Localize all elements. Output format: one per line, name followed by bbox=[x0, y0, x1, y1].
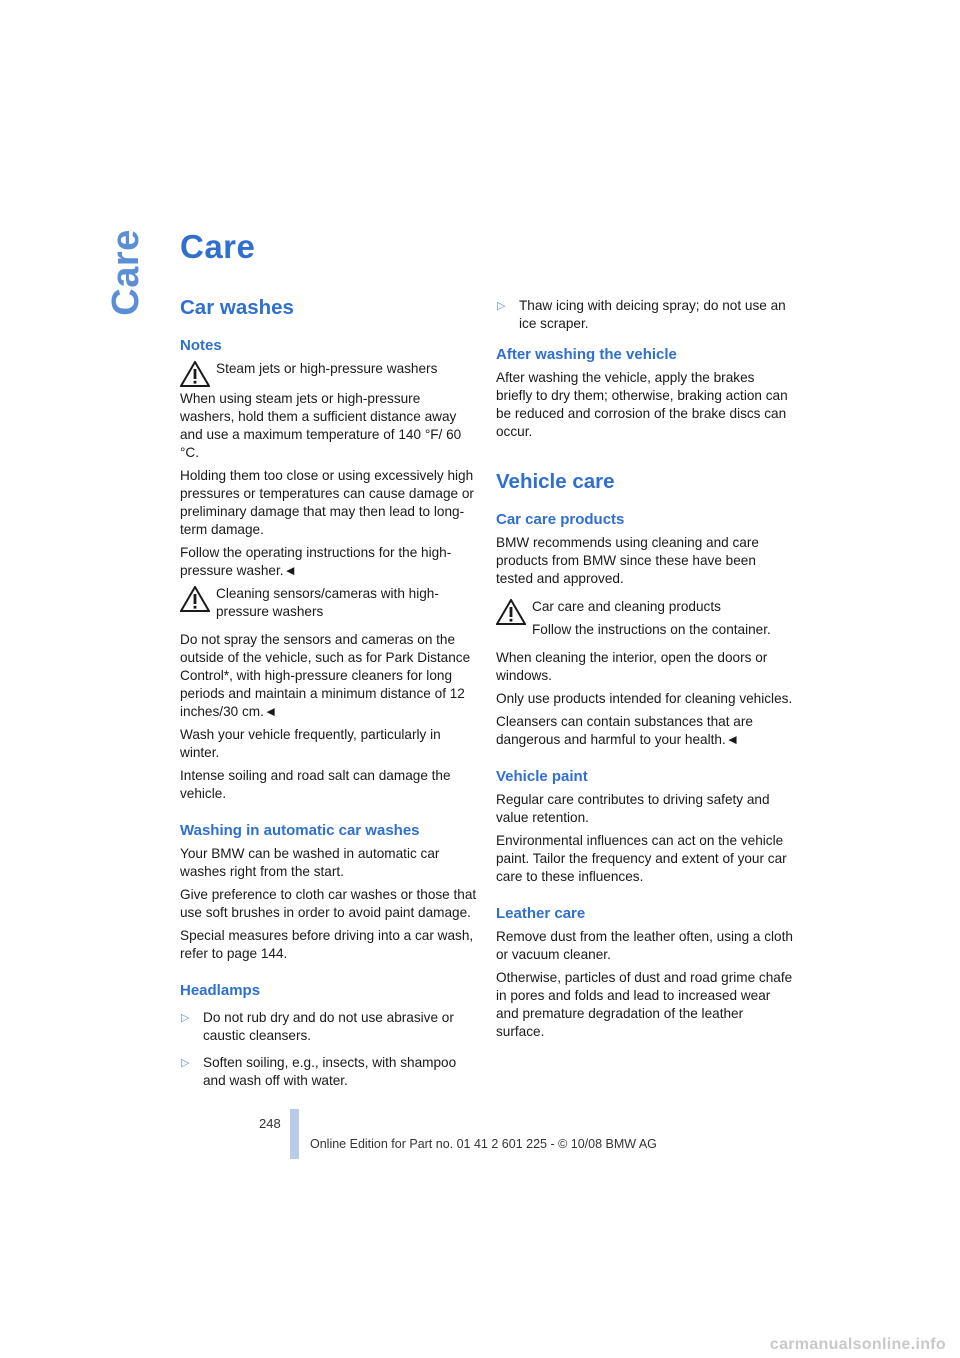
products-paragraph: When cleaning the interior, open the doors or windows. bbox=[496, 650, 768, 683]
side-tab bbox=[96, 228, 156, 316]
section-vehicle-care: Vehicle care bbox=[496, 470, 615, 493]
heading-automatic-car-washes: Washing in automatic car washes bbox=[180, 822, 420, 839]
triangle-bullet-icon: ▷ bbox=[497, 300, 506, 312]
left-column bbox=[180, 294, 478, 1099]
paint-paragraph: Regular care contributes to driving safety and value retention. bbox=[496, 792, 770, 825]
warning-block-products bbox=[496, 598, 794, 644]
side-tab-label: Care bbox=[104, 228, 147, 316]
warning-title: Steam jets or high-pressure washers bbox=[216, 361, 438, 376]
products-paragraph: BMW recommends using cleaning and care products from BMW since these have been tested and approved. bbox=[496, 535, 759, 586]
warning-triangle-icon bbox=[496, 599, 526, 625]
right-column bbox=[496, 294, 794, 1046]
list-item: ▷ Thaw icing with deicing spray; do not use an ice scraper. bbox=[497, 298, 786, 331]
products-paragraph: Cleansers can contain substances that are dangerous and harmful to your health.◄ bbox=[496, 714, 753, 747]
warning-text: Follow the instructions on the container. bbox=[532, 622, 771, 637]
notes-paragraph: Holding them too close or using excessively high pressures or temperatures can cause damage or preliminary damage that may then lead to long-term damage. bbox=[180, 468, 474, 537]
triangle-bullet-icon: ▷ bbox=[181, 1012, 190, 1024]
leather-paragraph: Otherwise, particles of dust and road grime chafe in pores and folds and lead to increased wear and premature degradation of the leather surface. bbox=[496, 970, 793, 1039]
warning-triangle-icon bbox=[180, 361, 210, 387]
warning-title: Cleaning sensors/cameras with high-pressure washers bbox=[216, 586, 439, 619]
notes-paragraph: Wash your vehicle frequently, particularly in winter. bbox=[180, 727, 441, 760]
watermark: carmanualsonline.info bbox=[769, 1336, 946, 1353]
products-paragraph: Only use products intended for cleaning vehicles. bbox=[496, 691, 793, 706]
heading-car-care-products: Car care products bbox=[496, 511, 625, 528]
heading-notes: Notes bbox=[180, 337, 222, 354]
warning-block-steam bbox=[180, 360, 478, 387]
heading-headlamps: Headlamps bbox=[180, 982, 261, 999]
notes-paragraph: Do not spray the sensors and cameras on the outside of the vehicle, such as for Park Distance Control*, with high-pressure cleaners for long periods and maintain a minimum distance of 12 inches/30 cm.◄ bbox=[180, 632, 471, 719]
page-number: 248 bbox=[259, 1116, 281, 1131]
leather-paragraph: Remove dust from the leather often, using a cloth or vacuum cleaner. bbox=[496, 929, 793, 962]
headlamps-list-continued bbox=[496, 297, 794, 333]
automatic-paragraph: Special measures before driving into a car wash, refer to page 144. bbox=[180, 928, 474, 961]
warning-title: Car care and cleaning products bbox=[532, 599, 721, 614]
heading-vehicle-paint: Vehicle paint bbox=[496, 768, 588, 785]
list-item: ▷ Do not rub dry and do not use abrasive or caustic cleansers. bbox=[181, 1010, 454, 1043]
automatic-paragraph: Your BMW can be washed in automatic car washes right from the start. bbox=[180, 846, 440, 879]
triangle-bullet-icon: ▷ bbox=[181, 1057, 190, 1069]
footer-bar bbox=[290, 1109, 299, 1159]
notes-paragraph: Follow the operating instructions for the high-pressure washer.◄ bbox=[180, 545, 452, 578]
headlamps-list bbox=[180, 1009, 478, 1090]
page-title: Care bbox=[180, 228, 256, 265]
section-car-washes: Car washes bbox=[180, 296, 294, 319]
warning-triangle-icon bbox=[180, 586, 210, 612]
notes-paragraph: Intense soiling and road salt can damage the vehicle. bbox=[180, 768, 451, 801]
heading-after-washing: After washing the vehicle bbox=[496, 346, 677, 363]
heading-leather-care: Leather care bbox=[496, 905, 586, 922]
paint-paragraph: Environmental influences can act on the vehicle paint. Tailor the frequency and extent of your car care to these influences. bbox=[496, 833, 787, 884]
list-item: ▷ Soften soiling, e.g., insects, with shampoo and wash off with water. bbox=[181, 1055, 457, 1088]
after-washing-paragraph: After washing the vehicle, apply the brakes briefly to dry them; otherwise, braking action can be reduced and corrosion of the brake discs can occur. bbox=[496, 370, 788, 439]
automatic-paragraph: Give preference to cloth car washes or those that use soft brushes in order to avoid paint damage. bbox=[180, 887, 477, 920]
notes-paragraph: When using steam jets or high-pressure washers, hold them a sufficient distance away and use a maximum temperature of 140 °F/ 60 °C. bbox=[180, 391, 462, 460]
warning-block-sensors bbox=[180, 585, 478, 626]
edition-footer: Online Edition for Part no. 01 41 2 601 225 - © 10/08 BMW AG bbox=[310, 1137, 657, 1151]
